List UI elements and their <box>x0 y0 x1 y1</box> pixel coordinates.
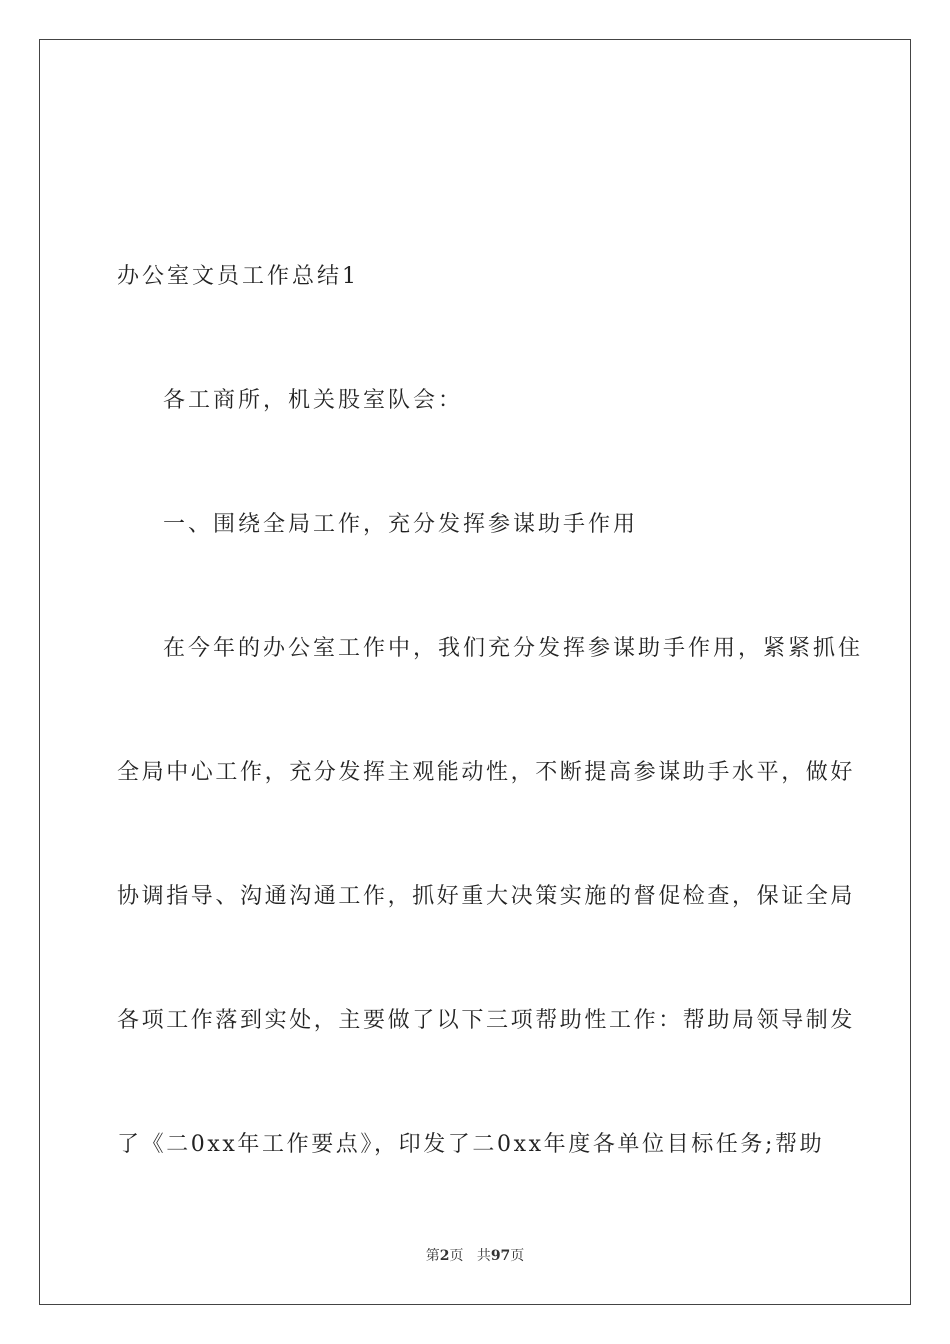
page-footer <box>0 1245 950 1265</box>
page-current: 2 <box>439 1248 450 1264</box>
section-heading: 一、围绕全局工作，充分发挥参谋助手作用 <box>163 512 639 537</box>
document-title: 办公室文员工作总结1 <box>117 264 359 289</box>
paragraph-line-1: 在今年的办公室工作中，我们充分发挥参谋助手作用，紧紧抓住 <box>163 636 864 661</box>
total-suffix: 页 <box>510 1248 525 1264</box>
paragraph-line-4: 各项工作落到实处，主要做了以下三项帮助性工作：帮助局领导制发 <box>117 1008 856 1033</box>
page-border <box>39 39 911 1305</box>
paragraph-line-2: 全局中心工作，充分发挥主观能动性，不断提高参谋助手水平，做好 <box>117 760 856 785</box>
paragraph-line-3: 协调指导、沟通沟通工作，抓好重大决策实施的督促检查，保证全局 <box>117 884 856 909</box>
salutation: 各工商所，机关股室队会： <box>163 388 464 413</box>
total-prefix: 共 <box>476 1248 491 1264</box>
paragraph-line-5: 了《二0xx年工作要点》，印发了二0xx年度各单位目标任务;帮助 <box>117 1132 825 1157</box>
page-suffix: 页 <box>449 1248 464 1264</box>
page-total: 97 <box>490 1248 511 1264</box>
page-prefix: 第 <box>425 1248 440 1264</box>
